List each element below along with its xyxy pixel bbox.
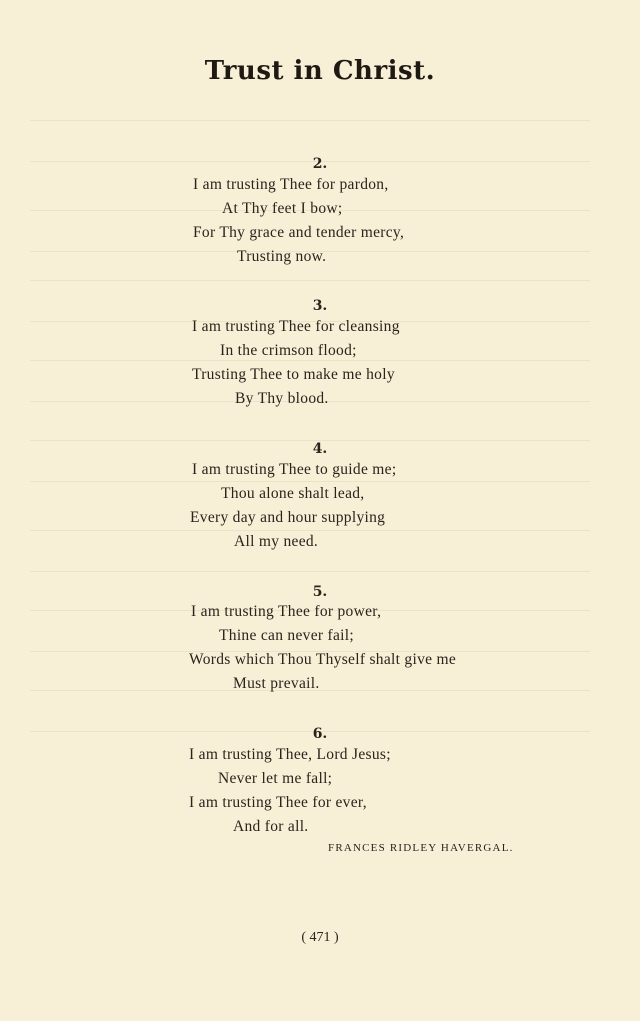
verse-line: By Thy blood. [235, 390, 329, 407]
verse-number: 3. [312, 298, 328, 314]
verse-line: In the crimson flood; [220, 342, 357, 359]
verse-line: Never let me fall; [218, 770, 333, 787]
verse-number: 4. [312, 441, 328, 457]
verse-line: I am trusting Thee, Lord Jesus; [189, 746, 391, 763]
verse-number: 6. [312, 726, 328, 742]
author-attribution: FRANCES RIDLEY HAVERGAL. [328, 842, 514, 854]
verse-line: Trusting now. [237, 248, 327, 265]
verse-line: I am trusting Thee for cleansing [192, 318, 400, 335]
verse-line: And for all. [233, 818, 309, 835]
verse-line: I am trusting Thee for power, [191, 603, 382, 620]
hymn-title: Trust in Christ. [204, 56, 436, 86]
verse-line: At Thy feet I bow; [222, 200, 343, 217]
verse-line: All my need. [234, 533, 319, 550]
verse-line: Must prevail. [233, 675, 320, 692]
verse-line: Thine can never fail; [219, 627, 354, 644]
verse-line: Every day and hour supplying [190, 509, 386, 526]
verse-line: Words which Thou Thyself shalt give me [189, 651, 457, 668]
verse-line: I am trusting Thee for pardon, [193, 176, 389, 193]
verse-number: 2. [312, 156, 328, 172]
verse-line: Trusting Thee to make me holy [192, 366, 395, 383]
verse-line: I am trusting Thee for ever, [189, 794, 367, 811]
verse-line: Thou alone shalt lead, [221, 485, 365, 502]
verse-number: 5. [312, 584, 328, 600]
page-number: ( 471 ) [301, 930, 339, 945]
verse-line: For Thy grace and tender mercy, [193, 224, 405, 241]
verse-line: I am trusting Thee to guide me; [192, 461, 397, 478]
